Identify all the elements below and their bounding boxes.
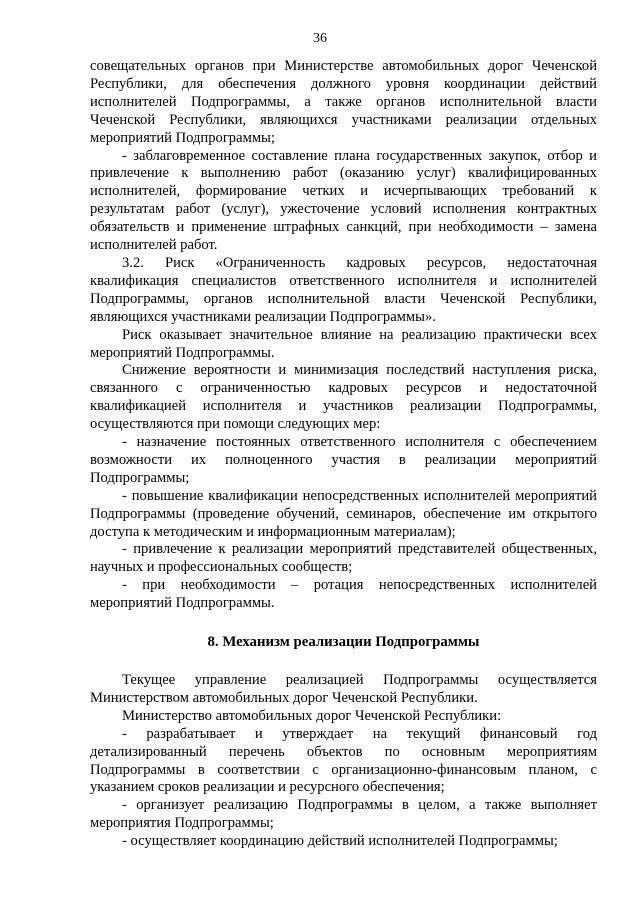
list-item-rotation: - при необходимости – ротация непосредственных исполнителей мероприятий Подпрограммы. (90, 577, 597, 612)
document-body (90, 58, 597, 851)
section-heading: 8. Механизм реализации Подпрограммы (207, 634, 480, 651)
list-item-develop-list: - разрабатывает и утверждает на текущий финансовый год детализированный перечень объектов по основным мероприятиям Подпрограммы в соответствии с организационно-финансовым планом, с указанием сроков реализации и ресурсного обеспечения; (90, 725, 597, 796)
list-item-involve-communities: - привлечение к реализации мероприятий представителей общественных, научных и профессиональных сообществ; (90, 541, 597, 576)
paragraph-risk-mitigation: Снижение вероятности и минимизация последствий наступления риска, связанного с ограниченностью кадровых ресурсов и недостаточной квалификацией исполнителя и участников реализации Подпрограммы, осуществляются при помощи следующих мер: (90, 362, 597, 433)
paragraph-ministry-intro: Министерство автомобильных дорог Чеченской Республики: (122, 707, 502, 724)
list-item-organize: - организует реализацию Подпрограммы в целом, а также выполняет мероприятия Подпрограммы; (90, 797, 597, 832)
list-item-coordinate: - осуществляет координацию действий исполнителей Подпрограммы; (122, 833, 558, 850)
list-item-qualification: - повышение квалификации непосредственных исполнителей мероприятий Подпрограммы (проведение обучений, семинаров, обеспечение им открытого доступа к методическим и информационным материалам); (90, 487, 597, 540)
page-number: 36 (313, 31, 327, 46)
paragraph-current-management: Текущее управление реализацией Подпрограммы осуществляется Министерством автомобильных дорог Чеченской Республики. (90, 672, 597, 706)
list-item-appoint-executor: - назначение постоянных ответственного исполнителя с обеспечением возможности их полноценного участия в реализации мероприятий Подпрограммы; (90, 434, 597, 486)
list-item-procurement-plan: - заблаговременное составление плана государственных закупок, отбор и привлечение к выполнению работ (оказанию услуг) квалифицированных исполнителей, формирование четких и исчерпывающих требований к результатам работ (услуг), ужесточение условий исполнения контрактных обязательств и применение штрафных санкций, при необходимости – замена исполнителей работ. (90, 147, 597, 254)
paragraph-risk-impact: Риск оказывает значительное влияние на реализацию практически всех мероприятий Подпрограммы. (90, 326, 597, 361)
paragraph-advisory-bodies: совещательных органов при Министерстве автомобильных дорог Чеченской Республики, для обеспечения должного уровня координации действий исполнителей Подпрограммы, а также органов исполнительной власти Чеченской Республики, являющихся участниками реализации отдельных мероприятий Подпрограммы; (90, 58, 597, 146)
paragraph-risk-3-2: 3.2. Риск «Ограниченность кадровых ресурсов, недостаточная квалификация специалистов ответственного исполнителя и исполнителей Подпрограммы, органов исполнительной власти Чеченской Республики, являющихся участниками реализации Подпрограммы». (90, 254, 597, 325)
